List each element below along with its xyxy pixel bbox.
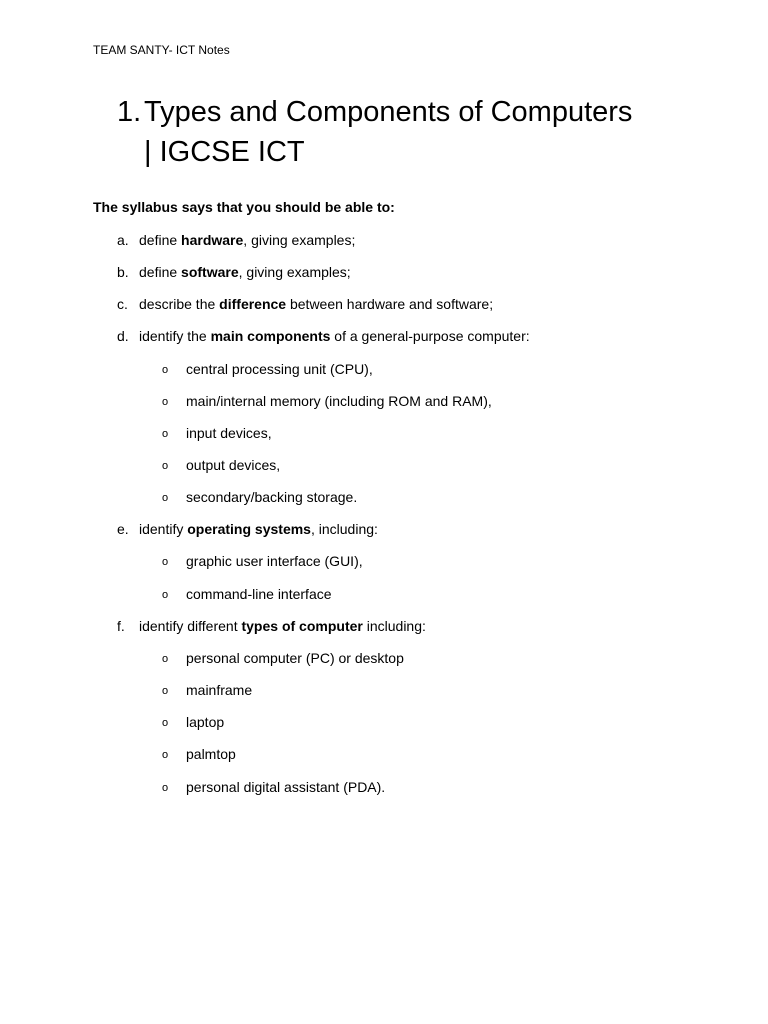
syllabus-intro: The syllabus says that you should be able to: bbox=[93, 199, 395, 215]
item-text-pre: describe the bbox=[139, 296, 220, 312]
sub-item-text: main/internal memory (including ROM and RAM), bbox=[186, 393, 492, 409]
bullet-icon: o bbox=[162, 492, 169, 504]
bullet-icon: o bbox=[162, 460, 169, 472]
sub-item-text: graphic user interface (GUI), bbox=[186, 553, 363, 569]
item-text-bold: main components bbox=[210, 328, 331, 344]
item-text-pre: identify different bbox=[139, 618, 242, 634]
item-text-pre: define bbox=[139, 232, 182, 248]
sub-item-text: command-line interface bbox=[186, 586, 332, 602]
sub-item-text: personal computer (PC) or desktop bbox=[186, 650, 404, 666]
bullet-icon: o bbox=[162, 749, 169, 761]
bullet-icon: o bbox=[162, 556, 169, 568]
bullet-icon: o bbox=[162, 364, 169, 376]
bullet-icon: o bbox=[162, 428, 169, 440]
list-marker: c. bbox=[117, 296, 128, 312]
item-text-bold: operating systems bbox=[187, 521, 311, 537]
item-text-pre: define bbox=[139, 264, 182, 280]
item-text-post: , giving examples; bbox=[243, 232, 356, 248]
list-marker: f. bbox=[117, 618, 125, 634]
bullet-icon: o bbox=[162, 717, 169, 729]
item-text-pre: identify bbox=[139, 521, 188, 537]
sub-item-text: secondary/backing storage. bbox=[186, 489, 358, 505]
sub-item-text: output devices, bbox=[186, 457, 281, 473]
item-text-post: of a general-purpose computer: bbox=[330, 328, 530, 344]
item-text-post: , including: bbox=[310, 521, 378, 537]
item-text-bold: hardware bbox=[181, 232, 244, 248]
page-header: TEAM SANTY- ICT Notes bbox=[93, 43, 230, 57]
list-marker: e. bbox=[117, 521, 129, 537]
sub-item-text: input devices, bbox=[186, 425, 272, 441]
sub-item-text: central processing unit (CPU), bbox=[186, 361, 373, 377]
item-text-bold: types of computer bbox=[241, 618, 363, 634]
bullet-icon: o bbox=[162, 589, 169, 601]
sub-item-text: laptop bbox=[186, 714, 225, 730]
list-marker: a. bbox=[117, 232, 129, 248]
item-text-post: between hardware and software; bbox=[286, 296, 494, 312]
title-line1: Types and Components of Computers bbox=[144, 96, 633, 128]
bullet-icon: o bbox=[162, 653, 169, 665]
list-marker: b. bbox=[117, 264, 129, 280]
item-text-post: , giving examples; bbox=[238, 264, 351, 280]
sub-item-text: personal digital assistant (PDA). bbox=[186, 779, 386, 795]
item-text-pre: identify the bbox=[139, 328, 211, 344]
list-marker: d. bbox=[117, 328, 129, 344]
bullet-icon: o bbox=[162, 685, 169, 697]
page-title bbox=[117, 92, 717, 172]
bullet-icon: o bbox=[162, 782, 169, 794]
item-text-bold: difference bbox=[219, 296, 287, 312]
bullet-icon: o bbox=[162, 396, 169, 408]
title-number: 1. bbox=[117, 96, 142, 128]
sub-item-text: palmtop bbox=[186, 746, 236, 762]
sub-item-text: mainframe bbox=[186, 682, 253, 698]
title-line2: | IGCSE ICT bbox=[144, 136, 305, 168]
item-text-post: including: bbox=[362, 618, 426, 634]
item-text-bold: software bbox=[181, 264, 239, 280]
